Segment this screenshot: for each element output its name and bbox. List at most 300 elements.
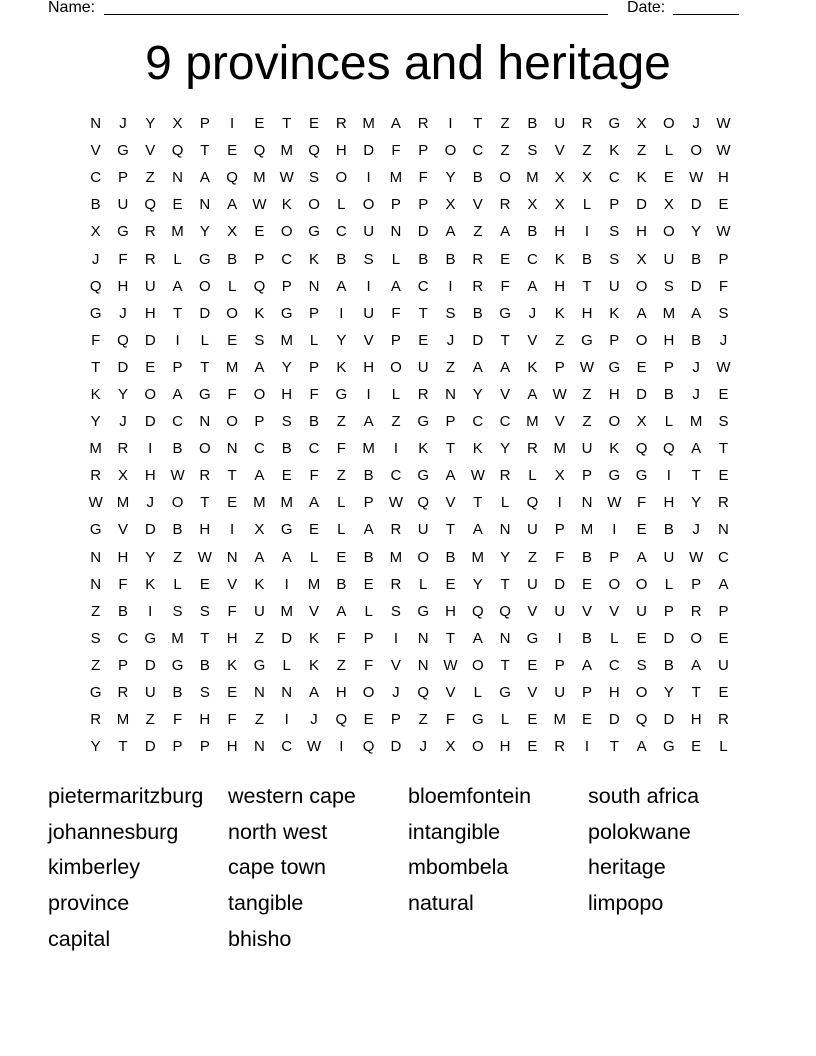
grid-cell: G	[280, 304, 293, 322]
grid-cell: A	[336, 277, 347, 295]
grid-cell: O	[417, 548, 430, 566]
grid-cell: X	[636, 250, 647, 268]
grid-cell: B	[418, 250, 429, 268]
grid-cell: Z	[555, 331, 565, 349]
grid-cell: I	[284, 711, 289, 729]
grid-cell: P	[309, 304, 320, 322]
grid-cell: A	[691, 656, 702, 674]
grid-cell: P	[117, 169, 128, 187]
grid-cell: R	[718, 494, 729, 512]
grid-cell: I	[448, 115, 453, 133]
grid-cell: E	[718, 629, 729, 647]
grid-cell: X	[445, 738, 456, 756]
grid-cell: A	[254, 467, 265, 485]
grid-cell: T	[473, 115, 483, 133]
grid-cell: T	[582, 277, 592, 295]
grid-cell: J	[91, 250, 100, 268]
grid-cell: C	[117, 629, 129, 647]
grid-cell: L	[309, 331, 319, 349]
grid-cell: J	[392, 684, 400, 702]
grid-cell: R	[417, 385, 429, 403]
grid-cell: Z	[336, 467, 346, 485]
grid-cell: A	[390, 115, 401, 133]
word-list-item: capital	[48, 926, 111, 951]
grid-cell: J	[692, 385, 700, 403]
grid-cell: A	[390, 277, 401, 295]
grid-cell: K	[472, 440, 483, 458]
grid-cell: V	[554, 413, 565, 431]
grid-cell: C	[718, 548, 729, 566]
grid-cell: E	[445, 575, 456, 593]
grid-cell: O	[280, 223, 293, 241]
grid-cell: I	[393, 440, 398, 458]
grid-cell: H	[636, 223, 647, 241]
grid-cell: K	[527, 358, 538, 376]
grid-cell: S	[199, 684, 210, 702]
grid-cell: L	[391, 250, 401, 268]
grid-cell: Y	[281, 358, 292, 376]
grid-cell: D	[554, 575, 566, 593]
grid-cell: P	[117, 656, 128, 674]
word-list-item: natural	[408, 890, 474, 915]
grid-cell: F	[445, 711, 456, 729]
grid-cell: X	[527, 196, 538, 214]
grid-cell: Q	[144, 196, 157, 214]
grid-cell: P	[363, 494, 374, 512]
grid-cell: U	[254, 602, 265, 620]
grid-cell: N	[199, 413, 211, 431]
grid-cell: E	[527, 656, 538, 674]
grid-cell: L	[610, 629, 619, 647]
grid-cell: T	[282, 115, 292, 133]
grid-cell: E	[718, 684, 729, 702]
grid-cell: C	[281, 738, 293, 756]
grid-cell: X	[227, 223, 238, 241]
grid-cell: Y	[472, 385, 483, 403]
grid-cell: D	[636, 196, 647, 214]
grid-cell: K	[309, 656, 320, 674]
grid-cell: E	[227, 494, 238, 512]
word-list-item: tangible	[228, 890, 304, 915]
grid-cell: G	[199, 385, 211, 403]
grid-cell: V	[581, 602, 592, 620]
grid-cell: P	[691, 575, 702, 593]
grid-cell: T	[445, 629, 456, 647]
grid-cell: V	[500, 385, 511, 403]
grid-cell: K	[636, 169, 647, 187]
grid-cell: P	[199, 115, 210, 133]
grid-cell: T	[445, 521, 456, 539]
grid-cell: A	[309, 494, 320, 512]
grid-cell: O	[444, 142, 457, 160]
grid-cell: G	[635, 467, 648, 485]
grid-cell: B	[581, 250, 592, 268]
grid-cell: N	[281, 684, 293, 702]
grid-cell: T	[500, 331, 510, 349]
grid-cell: R	[390, 521, 402, 539]
grid-cell: D	[663, 711, 675, 729]
grid-cell: S	[609, 250, 620, 268]
grid-cell: P	[199, 738, 210, 756]
grid-cell: C	[417, 277, 429, 295]
grid-cell: I	[557, 629, 562, 647]
grid-cell: H	[226, 738, 238, 756]
grid-cell: J	[692, 358, 700, 376]
grid-cell: H	[690, 711, 702, 729]
grid-cell: R	[117, 440, 129, 458]
grid-cell: B	[363, 467, 374, 485]
grid-cell: J	[146, 494, 154, 512]
grid-cell: O	[362, 196, 375, 214]
grid-cell: L	[173, 250, 182, 268]
grid-cell: V	[227, 575, 238, 593]
grid-cell: H	[363, 358, 375, 376]
grid-cell: Y	[145, 115, 156, 133]
grid-cell: D	[417, 223, 429, 241]
grid-cell: F	[336, 629, 346, 647]
grid-cell: N	[417, 656, 429, 674]
grid-cell: P	[390, 711, 401, 729]
grid-cell: O	[471, 738, 484, 756]
grid-row	[82, 164, 737, 191]
grid-cell: V	[445, 494, 456, 512]
grid-row	[82, 462, 737, 489]
grid-cell: T	[500, 575, 510, 593]
grid-cell: M	[526, 413, 539, 431]
grid-cell: C	[90, 169, 102, 187]
grid-cell: G	[280, 521, 293, 539]
grid-cell: R	[499, 467, 511, 485]
grid-cell: A	[500, 223, 511, 241]
grid-cell: B	[663, 656, 674, 674]
grid-cell: I	[448, 277, 453, 295]
word-list-item: heritage	[588, 855, 666, 880]
grid-cell: H	[554, 223, 566, 241]
grid-cell: O	[608, 575, 621, 593]
grid-cell: N	[499, 521, 511, 539]
grid-cell: U	[363, 304, 375, 322]
grid-cell: C	[608, 656, 620, 674]
grid-cell: Y	[117, 385, 128, 403]
word-list	[48, 778, 768, 956]
header	[48, 0, 748, 19]
grid-cell: Q	[253, 142, 266, 160]
grid-cell: F	[227, 711, 237, 729]
grid-cell: M	[116, 711, 130, 729]
grid-cell: Z	[145, 169, 155, 187]
grid-cell: A	[527, 277, 538, 295]
grid-cell: Q	[253, 277, 266, 295]
grid-cell: L	[582, 196, 592, 214]
grid-cell: F	[391, 304, 401, 322]
grid-cell: B	[172, 684, 183, 702]
grid-cell: L	[337, 521, 346, 539]
grid-cell: W	[716, 358, 731, 376]
grid-cell: M	[307, 575, 321, 593]
grid-cell: Q	[362, 738, 375, 756]
grid-cell: M	[580, 521, 594, 539]
grid-cell: D	[144, 521, 156, 539]
grid-cell: H	[144, 467, 156, 485]
grid-cell: Q	[663, 440, 675, 458]
grid-cell: E	[227, 142, 238, 160]
grid-cell: K	[145, 575, 156, 593]
grid-cell: K	[609, 304, 620, 322]
grid-cell: F	[91, 331, 101, 349]
grid-cell: I	[366, 169, 371, 187]
grid-cell: P	[663, 358, 674, 376]
grid-cell: C	[499, 413, 511, 431]
grid-cell: C	[390, 467, 402, 485]
grid-cell: X	[90, 223, 101, 241]
grid-cell: C	[335, 223, 347, 241]
grid-cell: N	[172, 169, 183, 187]
grid-cell: T	[418, 304, 428, 322]
grid-cell: D	[144, 413, 156, 431]
grid-cell: Y	[90, 738, 101, 756]
grid-cell: I	[339, 738, 344, 756]
grid-cell: E	[636, 358, 647, 376]
grid-cell: I	[230, 115, 235, 133]
grid-cell: I	[148, 602, 153, 620]
grid-cell: V	[527, 331, 538, 349]
grid-cell: H	[226, 629, 238, 647]
grid-cell: V	[527, 602, 538, 620]
grid-cell: E	[309, 521, 320, 539]
grid-cell: U	[581, 440, 593, 458]
grid-cell: M	[389, 548, 403, 566]
grid-cell: O	[199, 277, 211, 295]
grid-cell: G	[499, 684, 511, 702]
grid-cell: E	[527, 711, 538, 729]
grid-cell: F	[118, 575, 128, 593]
grid-row	[82, 381, 737, 408]
grid-cell: O	[663, 223, 675, 241]
grid-cell: G	[526, 629, 539, 647]
grid-cell: M	[553, 711, 566, 729]
grid-cell: Z	[91, 656, 101, 674]
grid-cell: P	[172, 738, 183, 756]
grid-cell: U	[554, 684, 566, 702]
grid-cell: S	[718, 304, 729, 322]
grid-cell: M	[89, 440, 102, 458]
grid-cell: D	[472, 331, 484, 349]
grid-cell: U	[663, 548, 675, 566]
word-row	[48, 849, 768, 885]
grid-cell: F	[391, 142, 401, 160]
grid-cell: G	[89, 521, 102, 539]
grid-cell: J	[119, 413, 127, 431]
grid-cell: H	[335, 684, 347, 702]
grid-cell: E	[663, 169, 674, 187]
grid-cell: R	[472, 277, 484, 295]
grid-cell: O	[144, 385, 157, 403]
grid-cell: N	[581, 494, 593, 512]
grid-cell: E	[418, 331, 429, 349]
grid-cell: U	[417, 521, 429, 539]
grid-cell: Q	[335, 711, 348, 729]
grid-cell: Z	[336, 656, 346, 674]
grid-cell: K	[336, 358, 347, 376]
grid-cell: C	[526, 250, 538, 268]
grid-cell: J	[310, 711, 318, 729]
grid-cell: D	[636, 385, 647, 403]
grid-cell: C	[472, 413, 484, 431]
grid-cell: Q	[89, 277, 102, 295]
grid-cell: W	[607, 494, 622, 512]
word-list-item: intangible	[408, 819, 501, 844]
grid-row	[82, 625, 737, 652]
grid-cell: N	[90, 115, 102, 133]
grid-cell: W	[252, 196, 267, 214]
grid-cell: C	[281, 250, 293, 268]
grid-cell: W	[716, 223, 731, 241]
grid-cell: A	[445, 223, 456, 241]
grid-cell: F	[500, 277, 510, 295]
grid-cell: U	[526, 575, 538, 593]
grid-cell: O	[635, 684, 648, 702]
grid-cell: R	[199, 467, 211, 485]
grid-cell: S	[663, 277, 674, 295]
grid-cell: B	[281, 440, 292, 458]
grid-cell: O	[690, 629, 703, 647]
grid-cell: V	[90, 142, 101, 160]
grid-cell: Y	[691, 223, 702, 241]
grid-cell: Y	[500, 548, 511, 566]
grid-cell: E	[254, 115, 265, 133]
word-row	[48, 885, 768, 921]
grid-cell: T	[227, 467, 237, 485]
grid-cell: G	[335, 385, 348, 403]
grid-cell: R	[90, 711, 102, 729]
grid-cell: A	[254, 548, 265, 566]
grid-cell: M	[116, 494, 130, 512]
grid-cell: O	[390, 358, 402, 376]
grid-cell: G	[89, 304, 102, 322]
grid-cell: W	[388, 494, 403, 512]
grid-cell: A	[636, 548, 647, 566]
grid-cell: P	[581, 684, 592, 702]
grid-cell: G	[608, 467, 621, 485]
grid-cell: K	[609, 440, 620, 458]
grid-row	[82, 110, 737, 137]
grid-cell: H	[663, 494, 675, 512]
grid-cell: B	[309, 413, 320, 431]
grid-row	[82, 137, 737, 164]
grid-cell: K	[309, 629, 320, 647]
grid-cell: Q	[417, 684, 430, 702]
grid-cell: D	[663, 629, 675, 647]
grid-cell: U	[663, 250, 675, 268]
grid-cell: H	[144, 304, 156, 322]
grid-cell: A	[309, 684, 320, 702]
grid-cell: N	[308, 277, 320, 295]
grid-cell: U	[554, 602, 566, 620]
grid-cell: G	[89, 684, 102, 702]
grid-cell: G	[117, 142, 129, 160]
grid-cell: W	[716, 142, 731, 160]
grid-cell: R	[144, 223, 156, 241]
grid-cell: G	[199, 250, 211, 268]
grid-cell: U	[144, 684, 156, 702]
grid-cell: V	[309, 602, 320, 620]
grid-cell: T	[200, 494, 210, 512]
grid-cell: B	[336, 575, 347, 593]
grid-cell: B	[663, 385, 674, 403]
grid-cell: D	[281, 629, 293, 647]
date-label: Date:	[627, 0, 666, 16]
word-list-item: mbombela	[408, 855, 509, 880]
grid-cell: E	[718, 385, 729, 403]
grid-cell: S	[527, 142, 538, 160]
grid-cell: R	[554, 738, 566, 756]
grid-cell: Y	[500, 440, 511, 458]
grid-cell: R	[581, 115, 593, 133]
grid-row	[82, 191, 737, 218]
grid-cell: N	[90, 548, 102, 566]
grid-cell: H	[663, 331, 675, 349]
grid-cell: V	[554, 142, 565, 160]
grid-cell: E	[172, 196, 183, 214]
grid-cell: E	[336, 548, 347, 566]
grid-cell: M	[280, 494, 293, 512]
grid-cell: O	[226, 413, 238, 431]
grid-cell: K	[227, 656, 238, 674]
grid-cell: P	[418, 196, 429, 214]
grid-cell: A	[636, 304, 647, 322]
grid-cell: D	[144, 738, 156, 756]
grid-cell: P	[281, 277, 292, 295]
grid-cell: H	[554, 277, 566, 295]
grid-row	[82, 489, 737, 516]
grid-cell: V	[527, 684, 538, 702]
grid-cell: E	[636, 629, 647, 647]
grid-cell: Y	[663, 684, 674, 702]
grid-cell: P	[254, 250, 265, 268]
grid-cell: U	[636, 602, 647, 620]
grid-cell: I	[393, 629, 398, 647]
grid-cell: Z	[473, 223, 483, 241]
grid-cell: I	[612, 521, 617, 539]
grid-cell: H	[117, 548, 129, 566]
grid-cell: N	[254, 738, 265, 756]
grid-cell: Z	[254, 711, 265, 729]
grid-cell: S	[172, 602, 183, 620]
grid-cell: A	[227, 196, 238, 214]
grid-cell: D	[199, 304, 211, 322]
grid-cell: W	[306, 738, 322, 756]
grid-cell: V	[445, 684, 456, 702]
grid-cell: L	[337, 196, 346, 214]
grid-cell: O	[471, 656, 484, 674]
grid-cell: P	[554, 358, 565, 376]
grid-cell: R	[335, 115, 347, 133]
grid-cell: X	[117, 467, 128, 485]
grid-cell: Y	[691, 494, 702, 512]
grid-cell: Y	[145, 548, 156, 566]
grid-cell: L	[337, 494, 346, 512]
grid-cell: U	[526, 521, 538, 539]
grid-cell: V	[117, 521, 128, 539]
word-list-item: province	[48, 890, 130, 915]
grid-cell: P	[390, 196, 401, 214]
grid-cell: I	[557, 494, 562, 512]
word-list-item: kimberley	[48, 855, 140, 880]
grid-cell: Q	[226, 169, 238, 187]
grid-cell: W	[552, 385, 567, 403]
grid-cell: B	[117, 602, 128, 620]
grid-cell: B	[472, 304, 483, 322]
